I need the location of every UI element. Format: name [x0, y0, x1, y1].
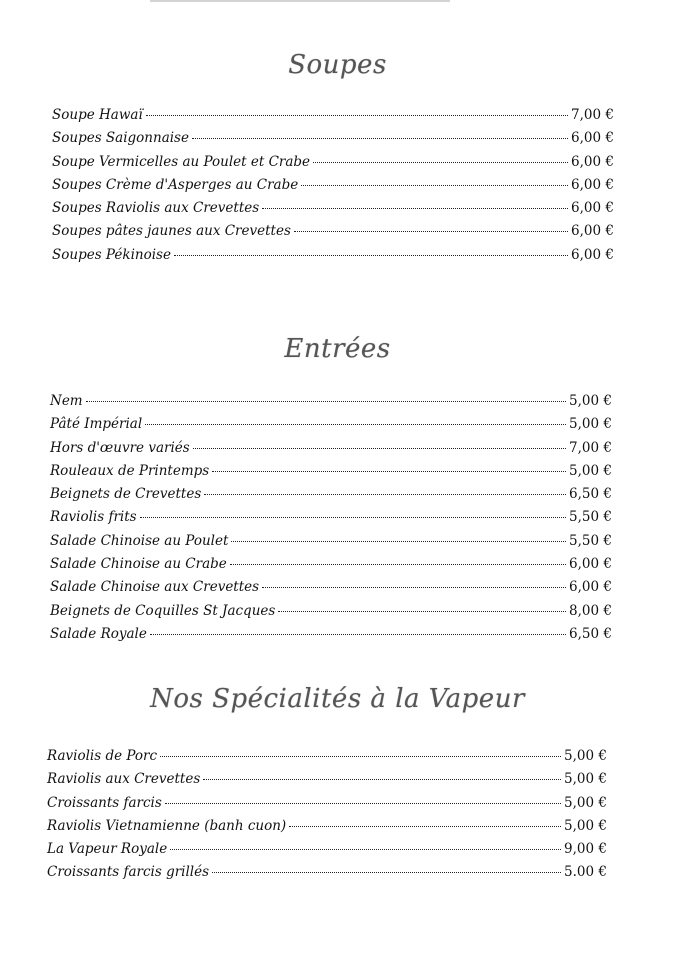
- menu-item: [50, 393, 612, 416]
- dot-leader: [231, 541, 566, 542]
- dot-leader: [203, 779, 561, 780]
- menu-item: [52, 223, 614, 246]
- item-name: La Vapeur Royale: [47, 841, 168, 858]
- dot-leader: [212, 872, 561, 873]
- item-name: Croissants farcis grillés: [47, 864, 210, 881]
- menu-item: [50, 509, 612, 532]
- item-price: 7,00 €: [569, 439, 612, 456]
- menu-item: [50, 556, 612, 579]
- dot-leader: [313, 162, 568, 163]
- dot-leader: [212, 471, 566, 472]
- dot-leader: [170, 849, 561, 850]
- menu-item: [52, 200, 614, 223]
- item-name: Soupes Pékinoise: [52, 246, 171, 263]
- menu-item: [47, 864, 607, 887]
- item-name: Salade Chinoise au Crabe: [50, 556, 227, 573]
- item-price: 6,50 €: [569, 625, 612, 642]
- item-price: 5,00 €: [564, 771, 607, 788]
- dot-leader: [174, 255, 568, 256]
- item-name: Soupes pâtes jaunes aux Crevettes: [52, 223, 291, 240]
- item-price: 5,50 €: [569, 532, 612, 549]
- item-name: Beignets de Crevettes: [50, 486, 202, 503]
- dot-leader: [301, 185, 568, 186]
- menu-item: [50, 626, 612, 644]
- menu-item: [47, 771, 607, 794]
- item-price: 8,00 €: [569, 602, 612, 619]
- menu-item: [50, 440, 612, 463]
- item-name: Soupes Raviolis aux Crevettes: [52, 200, 260, 217]
- page-edge-mark: [150, 0, 450, 2]
- item-price: 9,00 €: [564, 841, 607, 858]
- dot-leader: [160, 756, 561, 757]
- menu-item: [47, 795, 607, 818]
- item-name: Soupe Hawaï: [52, 107, 143, 123]
- dot-leader: [193, 448, 566, 449]
- item-name: Raviolis Vietnamienne (banh cuon): [47, 817, 287, 834]
- item-name: Soupes Saigonnaise: [52, 130, 189, 147]
- dot-leader: [192, 138, 568, 139]
- item-price: 5,50 €: [569, 509, 612, 526]
- item-name: Soupe Vermicelles au Poulet et Crabe: [52, 153, 311, 170]
- item-price: 6,00 €: [569, 579, 612, 596]
- item-name: Pâté Impérial: [50, 416, 143, 433]
- dot-leader: [140, 517, 566, 518]
- section-title-soupes: Soupes: [288, 50, 387, 80]
- item-name: Croissants farcis: [47, 794, 162, 811]
- dot-leader: [165, 803, 561, 804]
- dot-leader: [204, 494, 566, 495]
- menu-item: [47, 818, 607, 841]
- menu-item: [52, 177, 614, 200]
- item-name: Raviolis frits: [50, 509, 137, 526]
- item-price: 6,00 €: [569, 556, 612, 573]
- menu-item: [47, 841, 607, 864]
- item-price: 6,00 €: [571, 200, 614, 217]
- dot-leader: [262, 208, 568, 209]
- dot-leader: [146, 115, 568, 116]
- menu-item: [50, 603, 612, 626]
- menu-item: [52, 154, 614, 177]
- dot-leader: [230, 564, 566, 565]
- item-name: Raviolis aux Crevettes: [47, 771, 201, 788]
- item-name: Soupes Crème d'Asperges au Crabe: [52, 176, 299, 193]
- item-price: 6,50 €: [569, 486, 612, 503]
- item-price: 5,00 €: [564, 817, 607, 834]
- item-price: 7,00 €: [571, 107, 614, 123]
- dot-leader: [145, 424, 566, 425]
- item-name: Raviolis de Porc: [47, 748, 158, 764]
- item-name: Salade Chinoise aux Crevettes: [50, 579, 260, 596]
- dot-leader: [294, 231, 568, 232]
- item-price: 6,00 €: [571, 153, 614, 170]
- menu-item: [52, 107, 614, 130]
- menu-item: [52, 130, 614, 153]
- item-price: 5,00 €: [564, 794, 607, 811]
- menu-item: [50, 533, 612, 556]
- dot-leader: [86, 401, 566, 402]
- dot-leader: [289, 826, 561, 827]
- item-name: Salade Chinoise au Poulet: [50, 532, 229, 549]
- item-price: 6,00 €: [571, 176, 614, 193]
- menu-item: [52, 247, 614, 270]
- section-title-specialites-vapeur: Nos Spécialités à la Vapeur: [150, 684, 525, 714]
- item-price: 5.00 €: [564, 864, 607, 881]
- item-price: 5,00 €: [569, 393, 612, 409]
- item-price: 6,00 €: [571, 246, 614, 263]
- item-price: 5,00 €: [564, 748, 607, 764]
- item-name: Nem: [50, 393, 83, 409]
- menu-list-soupes: [52, 107, 614, 270]
- menu-item: [50, 463, 612, 486]
- item-price: 5,00 €: [569, 462, 612, 479]
- item-price: 6,00 €: [571, 223, 614, 240]
- section-title-entrees: Entrées: [284, 334, 391, 364]
- menu-list-entrees: [50, 393, 612, 644]
- item-name: Beignets de Coquilles St Jacques: [50, 602, 276, 619]
- menu-item: [50, 579, 612, 602]
- item-price: 6,00 €: [571, 130, 614, 147]
- item-name: Salade Royale: [50, 625, 147, 642]
- dot-leader: [262, 587, 566, 588]
- menu-item: [50, 486, 612, 509]
- menu-list-vapeur: [47, 748, 607, 888]
- menu-item: [47, 748, 607, 771]
- item-price: 5,00 €: [569, 416, 612, 433]
- item-name: Rouleaux de Printemps: [50, 462, 210, 479]
- menu-item: [50, 416, 612, 439]
- item-name: Hors d'œuvre variés: [50, 439, 190, 456]
- dot-leader: [150, 634, 566, 635]
- dot-leader: [278, 611, 566, 612]
